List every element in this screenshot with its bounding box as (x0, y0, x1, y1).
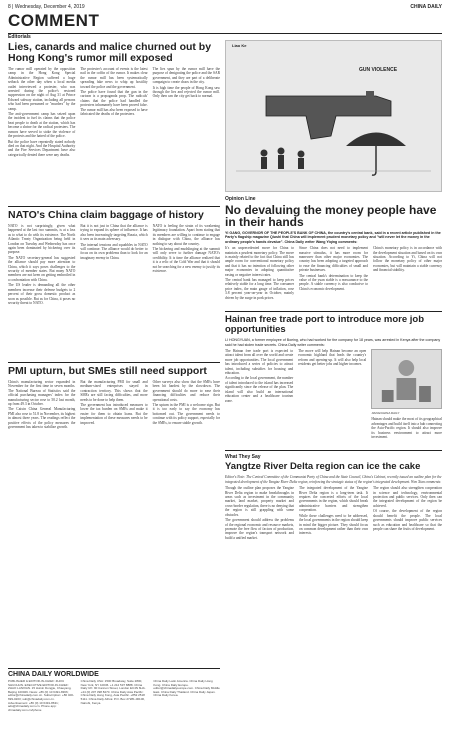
hainan-illustration (371, 349, 442, 409)
nato-paragraph: The bickering and mudslinging at the summit will only serve to further damage NATO's credibility. It is time the alliance realized that it is a relic of the Cold War and that it should not be searching for a new enemy to justify its existence. (152, 247, 220, 274)
pmi-body (8, 380, 220, 494)
masthead-info (8, 680, 220, 712)
editorials-label: Editorials (8, 34, 31, 40)
wts-headline: Yangtze River Delta region can ice the cake (225, 461, 421, 473)
what-they-say-article (225, 454, 442, 582)
pmi-editorial (8, 366, 220, 494)
hainan-body (225, 349, 366, 444)
masthead-col: PUBLISHER & EDITOR-IN-CHIEF: ZHOU SHUCHUN. EXECUTIVE EDITOR-IN-CHIEF: ZHAO LANXIAN. 15 Huixin Dongjie, Chaoyang, Beijing 100029. News: +86 (0) 10 6491-8366; editor@chinadaily.com.cn. Subscription: +86 400-699-0203; sub@chinadaily.com.cn. Advertisement: +86 (0) 10 6491-8631; ads@chinadaily.com.cn. Phone app: chinadaily.com.cn/iphone (8, 679, 74, 712)
nato-body (8, 224, 220, 359)
cartoon-artist: Liao Ke (232, 43, 247, 48)
nato-paragraph: NATO is feeling the strain of its weakening legitimacy foundation. Apart from stating that its members are willing to continue to engage in dialogue with China, the alliance has nothing to say about the country. (152, 224, 220, 246)
nato-headline: NATO's China claim baggage of history (8, 209, 204, 221)
hainan-body-wrap (225, 349, 442, 447)
wts-paragraph: While these challenges need to be addressed, the local governments in the region should keep in mind the bigger picture. They should focus on common development rather than their own interests. (299, 513, 368, 536)
nato-paragraph: The NATO secretary-general has suggested the alliance should pay more attention to China, which it says poses challenges to the security of member states. But many NATO members are not keen on getting embroiled in a confrontation with China. (8, 255, 76, 282)
pmi-paragraph: Other surveys also show that the SMEs have been hit hardest by the slowdown. The government should do more to ease their financing difficulties and reduce their operational costs. (152, 380, 220, 402)
editors-note: Editor's Note: The Central Committee of the Communist Party of China and the State Council, China's Cabinet, recently issued an outline plan for the integrated development of the Yangtze River Delta region, reinforcing the strategic status of the region's integrated development. Wen Xian comments: (225, 475, 442, 484)
opinion-paragraph: China's monetary policy is in accordance with the development situation and based on its own situation. According to Yi, China will not follow the monetary policy of other major economies, but will maintain a stable currency and financial stability. (373, 246, 442, 273)
lies-paragraph: The anti-government camp has seized upon the incident to fuel its claims that the police beat people to death at the station, which has become a shrine for the radical protesters. The rumors have served to stoke the violence of the protests and the hatred of the police. (8, 112, 76, 139)
page-info: 8 | Wednesday, December 4, 2019 (8, 4, 85, 10)
opinion-paragraph: It's an unprecedented move for China to maintain a prudent monetary policy. The move is mainly related to the fact that China still has ample room for conventional monetary policy and that it has no intention of following other major economies in adopting quantitative easing or negative interest rates. (225, 246, 294, 277)
nato-paragraph: But it is not just in China that the alliance is trying to expand its sphere of influence. It has also been increasingly targeting Russia, which it sees as its main adversary. (80, 224, 148, 242)
wts-paragraph: Though the outline plan proposes the Yangtze River Delta region to make breakthroughs in areas such as investment in the community market, land market, property market and cross-border regulation, there is no denying that the region is still grappling with some obstacles. (225, 486, 294, 517)
hainan-article (225, 315, 442, 447)
wts-paragraph: Of course, the development of the region should benefit the people. The local governments should improve public services such as education and healthcare so that the people can share the fruits of development. (373, 509, 442, 531)
hainan-paragraph: Hainan should make the most of its geographical advantages and build itself into a hub connecting the Asia-Pacific region. It should also improve its business environment to attract more investment. (371, 417, 442, 440)
section-title: COMMENT (8, 11, 100, 30)
gun-label: GUN VIOLENCE (358, 67, 398, 73)
opinion-paragraph: Since China does not need to implement massive stimulus, it has more room for maneuver than other major economies. The country has been adopting a targeted approach to ease the financing difficulties of small and private businesses. (299, 246, 368, 273)
lies-body (8, 67, 220, 203)
nato-paragraph: The internal tensions and squabbles in NATO will continue. The alliance would do better to focus on its own problems than to look for an imaginary enemy in China. (80, 242, 148, 260)
divider (225, 450, 442, 451)
photo-caption: JIANG/CHINA DAILY (371, 411, 400, 416)
lies-paragraph: The rumor mill operated by the opposition camp in the Hong Kong Special Administrative Region suffered a huge setback the other day when a local media outlet interviewed a protester, who was arrested during the police's restored suppression on the night of Aug 31 at Prince Edward subway station, including all persons who had been presumed or "murders" by the camp. (8, 67, 76, 111)
opinion-paragraph: The central bank has managed to keep prices relatively stable for a long time. The consumer price index, the main gauge of inflation, rose 3.8 percent year-on-year in October, mainly driven by the surge in pork prices. (225, 278, 294, 300)
illustration-icon (372, 350, 441, 408)
divider (8, 206, 220, 207)
nato-editorial (8, 210, 220, 359)
opinion-label: Opinion Line (225, 196, 256, 202)
opinion-paragraph: The central bank's determination to keep the value of the yuan stable is a reassurance to the people. A stable currency is also conducive to China's economic development. (299, 273, 368, 291)
cartoon-gun-icon (226, 41, 441, 191)
pmi-paragraph: The government has introduced measures to lower the tax burden on SMEs and make it easier for them to obtain loans. But the implementation of these measures needs to be improved. (80, 403, 148, 425)
what-they-say-label: What They Say (225, 454, 261, 461)
masthead (8, 668, 220, 712)
right-column (225, 194, 442, 582)
lies-paragraph: The police have found that the gun in the cartoon is a propaganda prop. The radicals' claims that the police had handled the protesters inhumanely have been proved false. The rumor mill has also been exposed to have fabricated the deaths of the protesters. (80, 90, 148, 117)
editorials-column (8, 32, 220, 494)
lies-paragraph: The lies spun by the rumor mill have the purpose of denigrating the police and the SAR government, and they are part of a deliberate campaign to create chaos in the city. (152, 67, 220, 85)
nato-paragraph: The US leader is demanding all the other members increase their defense budgets to 2 percent of their gross domestic product as soon as possible. But as for China, it poses no security threat to NATO. (8, 283, 76, 305)
lies-headline: Lies, canards and malice churned out by Hong Kong's rumor mill exposed (8, 41, 212, 64)
lies-paragraph: But the police have repeatedly stated nobody died on that night. And the Hospital Authority and the Fire Services Department have also categorically denied there were any deaths. (8, 139, 76, 157)
opinion-body (225, 246, 442, 308)
divider (225, 311, 442, 312)
pmi-headline: PMI upturn, but SMEs still need support (8, 365, 207, 377)
pmi-paragraph: The upturn in the PMI is a welcome sign. But it is too early to say the economy has bottomed out. The government needs to continue with its policy support, especially for the SMEs, to ensure stable growth. (152, 403, 220, 425)
pmi-paragraph: But the manufacturing PMI for small and medium-sized enterprises stayed in contraction territory. This shows that the SMEs are still facing difficulties, and more needs to be done to help them. (80, 380, 148, 402)
wts-paragraph: The region should also strengthen cooperation in science and technology, environmental protection and public services. Only then can the integrated development of the region be achieved. (373, 486, 442, 508)
hainan-side-body (371, 417, 442, 447)
wts-body (225, 486, 442, 582)
lies-paragraph: It is high time the people of Hong Kong saw through the lies and rejected the rumor mill. Only then can the city get back to normal. (152, 85, 220, 99)
divider (8, 362, 220, 363)
masthead-col: China Daily USA: 1500 Broadway, Suite 2800, New York, NY 10036. +1 212 537 8888. China Daily UK: 90 Cannon Street, London EC4N 6HA. +44 (0) 207 398 8270. China Daily Asia Pacific: China Daily Hong Kong, Asia Pacific. +852 2518 5111. China Daily Africa: P.O. Box 27281-00100, Nairobi, Kenya. (80, 679, 146, 705)
hainan-paragraph: The move will help Hainan become an open economic highland that leads the country's reform and opening-up. It will also help local residents get better jobs and higher incomes. (298, 349, 367, 367)
hainan-byline: LI HONGYUAN, a former employee of Boeing, who had worked for the company for 18 years, was arrested in Kenya after the company said he had stolen trade secrets. China Daily writer comments: (225, 338, 441, 347)
lies-paragraph: The protester's account of events is the latest nail in the coffin of the rumor. It makes clear the rumor mill has been systematically spreading fake news to whip up hostility toward the police and the government. (80, 67, 148, 89)
hainan-side (371, 349, 442, 447)
pmi-paragraph: China's manufacturing sector expanded in November for the first time in seven months. The National Bureau of Statistics said the official purchasing managers' index for the manufacturing sector rose to 50.2 last month, up from 49.3 in October. (8, 380, 76, 407)
hainan-paragraph: According to the local government, the number of talent introduced to the island has increased significantly since the release of the plan. The island will also build an international education center and a healthcare tourism zone. (225, 376, 294, 403)
page-header (8, 4, 442, 10)
pmi-paragraph: The Caixin China General Manufacturing PMI also rose to 51.8 in November, its highest in almost three years. The readings reflect the positive effects of the policy measures the government has taken to stabilize growth. (8, 407, 76, 430)
masthead-col: China Daily Latin America. China Daily Hong Kong. China Daily Europe. editor@chinadailyeurope.com. China Daily Middle East. China Daily Thailand. China Daily Japan. China Daily Korea. (153, 679, 220, 698)
hainan-headline: Hainan free trade port to introduce more job opportunities (225, 314, 424, 336)
opinion-headline: No devaluing the money people have in their hands (225, 203, 437, 229)
wts-paragraph: The government should address the problems of the regional economic and resource markets, promote the free flow of factors of production, improve the region's transport network and build a unified market. (225, 518, 294, 540)
hainan-paragraph: The Hainan free trade port is expected to attract talent from all over the world and create more job opportunities. The local government has introduced a series of policies to attract talent, including subsidies for housing and education. (225, 349, 294, 376)
masthead-title: CHINA DAILY WORLDWIDE (8, 671, 99, 678)
editorial-cartoon (225, 40, 442, 192)
opinion-lead: YI GANG, GOVERNOR OF THE PEOPLE'S BANK OF CHINA, the country's central bank, said in a recent article published in the Party's flagship magazine Qiushi that China will implement prudent monetary policy and "will never let the money in the ordinary people's hands devalue". China Daily writer Wang Yiqing comments: (225, 231, 441, 244)
opinion-article (225, 196, 442, 308)
lies-editorial (8, 42, 220, 203)
paper-name: CHINA DAILY (410, 4, 442, 10)
wts-paragraph: The integrated development of the Yangtze River Delta region is a long-term task. It requires the concerted efforts of the local governments in the region, which should break administrative barriers and strengthen cooperation. (299, 486, 368, 513)
nato-paragraph: NATO is not surprisingly, given what happened at the last two summits, is at a loss as to what to do with its existence. The North Atlantic Treaty Organization being held in London on Tuesday and Wednesday has once again been dominated by bickering over its purpose. (8, 224, 76, 255)
